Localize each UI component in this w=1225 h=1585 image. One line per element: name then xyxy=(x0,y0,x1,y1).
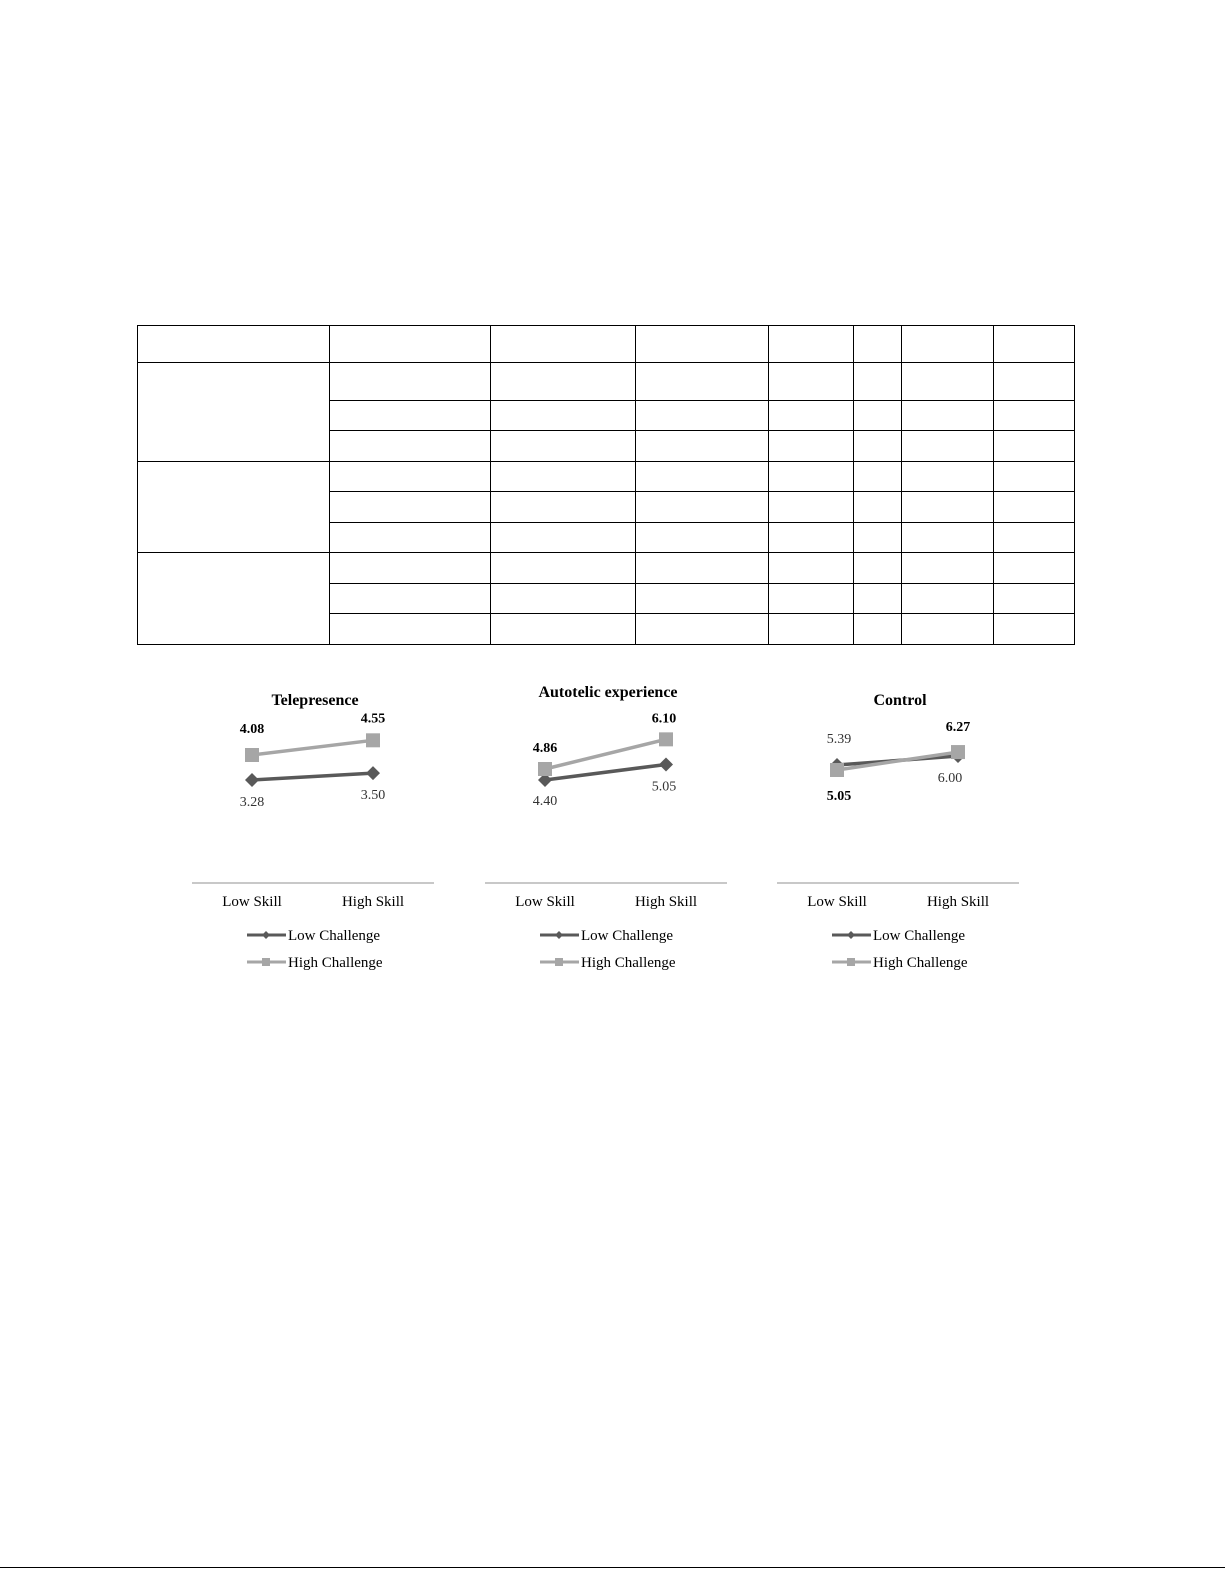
legend-label: Low Challenge xyxy=(873,928,966,944)
line-chart-svg xyxy=(775,680,1025,985)
table-cell xyxy=(994,326,1075,363)
table-cell xyxy=(769,492,854,523)
legend-item xyxy=(247,955,383,971)
table-cell xyxy=(491,462,636,492)
data-label: 4.40 xyxy=(532,794,558,809)
table-cell xyxy=(636,614,769,645)
data-point xyxy=(830,763,844,777)
legend-item xyxy=(540,928,673,944)
table-cell xyxy=(994,614,1075,645)
table-cell xyxy=(636,584,769,614)
table-cell xyxy=(330,431,491,462)
control-chart xyxy=(775,680,1025,985)
line-chart-svg xyxy=(483,680,733,985)
table-cell xyxy=(636,553,769,584)
table-cell xyxy=(330,584,491,614)
data-point xyxy=(245,748,259,762)
table-cell xyxy=(330,401,491,431)
data-label: 5.39 xyxy=(826,732,852,747)
table-cell xyxy=(854,584,902,614)
table-cell xyxy=(902,431,994,462)
line-chart-svg xyxy=(190,680,440,985)
table-cell xyxy=(636,523,769,553)
table-cell xyxy=(994,431,1075,462)
table-cell xyxy=(636,326,769,363)
table-cell xyxy=(636,363,769,401)
table-row xyxy=(138,363,1075,401)
data-point xyxy=(951,745,965,759)
table-cell xyxy=(902,553,994,584)
series-line-low-challenge xyxy=(252,773,373,780)
table-cell xyxy=(138,462,330,553)
table-cell xyxy=(491,553,636,584)
table-cell xyxy=(636,431,769,462)
table-cell xyxy=(769,431,854,462)
chart-title: Autotelic experience xyxy=(538,684,678,701)
table-cell xyxy=(769,363,854,401)
legend-label: High Challenge xyxy=(581,955,676,971)
table-cell xyxy=(138,326,330,363)
table-cell xyxy=(994,462,1075,492)
series-line-low-challenge xyxy=(545,764,666,780)
data-point xyxy=(538,762,552,776)
table-cell xyxy=(854,431,902,462)
table-cell xyxy=(854,553,902,584)
table-cell xyxy=(491,614,636,645)
table-cell xyxy=(330,492,491,523)
legend-item xyxy=(832,928,965,944)
data-label: 4.55 xyxy=(360,711,386,727)
telepresence-chart xyxy=(190,680,440,985)
x-tick-label: High Skill xyxy=(341,894,405,910)
x-tick-label: Low Skill xyxy=(222,894,282,910)
table-cell xyxy=(138,553,330,645)
legend-label: Low Challenge xyxy=(581,928,674,944)
table-cell xyxy=(994,584,1075,614)
table-cell xyxy=(138,363,330,462)
data-label: 6.10 xyxy=(651,711,677,727)
legend-label: Low Challenge xyxy=(288,928,381,944)
data-label: 5.05 xyxy=(651,779,677,795)
table-cell xyxy=(769,584,854,614)
table-cell xyxy=(994,401,1075,431)
table-row xyxy=(138,553,1075,584)
table-cell xyxy=(902,326,994,363)
empty-table xyxy=(137,325,1075,645)
data-label: 4.86 xyxy=(532,741,558,756)
table-cell xyxy=(491,584,636,614)
table-cell xyxy=(902,523,994,553)
table-row xyxy=(138,462,1075,492)
page-bottom-rule xyxy=(0,1567,1225,1568)
table-cell xyxy=(854,492,902,523)
table-row xyxy=(138,326,1075,363)
x-tick-label: Low Skill xyxy=(807,894,867,910)
series-line-high-challenge xyxy=(252,740,373,755)
table-cell xyxy=(491,492,636,523)
autotelic-experience-chart xyxy=(483,680,733,985)
table-cell xyxy=(330,614,491,645)
table-cell xyxy=(491,363,636,401)
table-cell xyxy=(636,492,769,523)
table-cell xyxy=(854,614,902,645)
series-line-high-challenge xyxy=(545,739,666,769)
data-label: 4.08 xyxy=(239,722,265,737)
data-label: 3.28 xyxy=(239,795,265,810)
table-cell xyxy=(636,401,769,431)
table-cell xyxy=(330,553,491,584)
legend-item xyxy=(540,955,676,971)
data-label: 6.27 xyxy=(945,720,971,736)
legend-label: High Challenge xyxy=(873,955,968,971)
table-cell xyxy=(769,614,854,645)
table-cell xyxy=(330,523,491,553)
legend-item xyxy=(832,955,968,971)
table-cell xyxy=(902,584,994,614)
data-label: 3.50 xyxy=(360,788,386,804)
table-cell xyxy=(902,401,994,431)
table-cell xyxy=(994,553,1075,584)
table-cell xyxy=(854,326,902,363)
table-cell xyxy=(330,363,491,401)
x-tick-label: Low Skill xyxy=(515,894,575,910)
table-cell xyxy=(902,462,994,492)
table-cell xyxy=(854,401,902,431)
table-cell xyxy=(330,326,491,363)
x-tick-label: High Skill xyxy=(634,894,698,910)
chart-title: Control xyxy=(873,692,927,709)
data-point xyxy=(366,733,380,747)
table-cell xyxy=(854,462,902,492)
table-cell xyxy=(491,326,636,363)
legend-label: High Challenge xyxy=(288,955,383,971)
table-cell xyxy=(636,462,769,492)
chart-title: Telepresence xyxy=(271,692,359,709)
data-point xyxy=(659,732,673,746)
table-cell xyxy=(769,553,854,584)
table-cell xyxy=(854,363,902,401)
table-cell xyxy=(994,492,1075,523)
table-cell xyxy=(491,523,636,553)
table-cell xyxy=(902,492,994,523)
table-cell xyxy=(854,523,902,553)
data-label: 5.05 xyxy=(826,789,852,804)
table-cell xyxy=(491,401,636,431)
table-cell xyxy=(994,363,1075,401)
data-point xyxy=(659,757,673,771)
table-cell xyxy=(769,523,854,553)
table-cell xyxy=(769,462,854,492)
data-point xyxy=(366,766,380,780)
legend-item xyxy=(247,928,380,944)
series-line-high-challenge xyxy=(837,752,958,770)
table-cell xyxy=(902,363,994,401)
table-cell xyxy=(769,401,854,431)
table-cell xyxy=(330,462,491,492)
x-tick-label: High Skill xyxy=(926,894,990,910)
table-cell xyxy=(769,326,854,363)
table-cell xyxy=(902,614,994,645)
table-cell xyxy=(491,431,636,462)
table-cell xyxy=(994,523,1075,553)
data-label: 6.00 xyxy=(937,771,963,787)
data-point xyxy=(245,773,259,787)
